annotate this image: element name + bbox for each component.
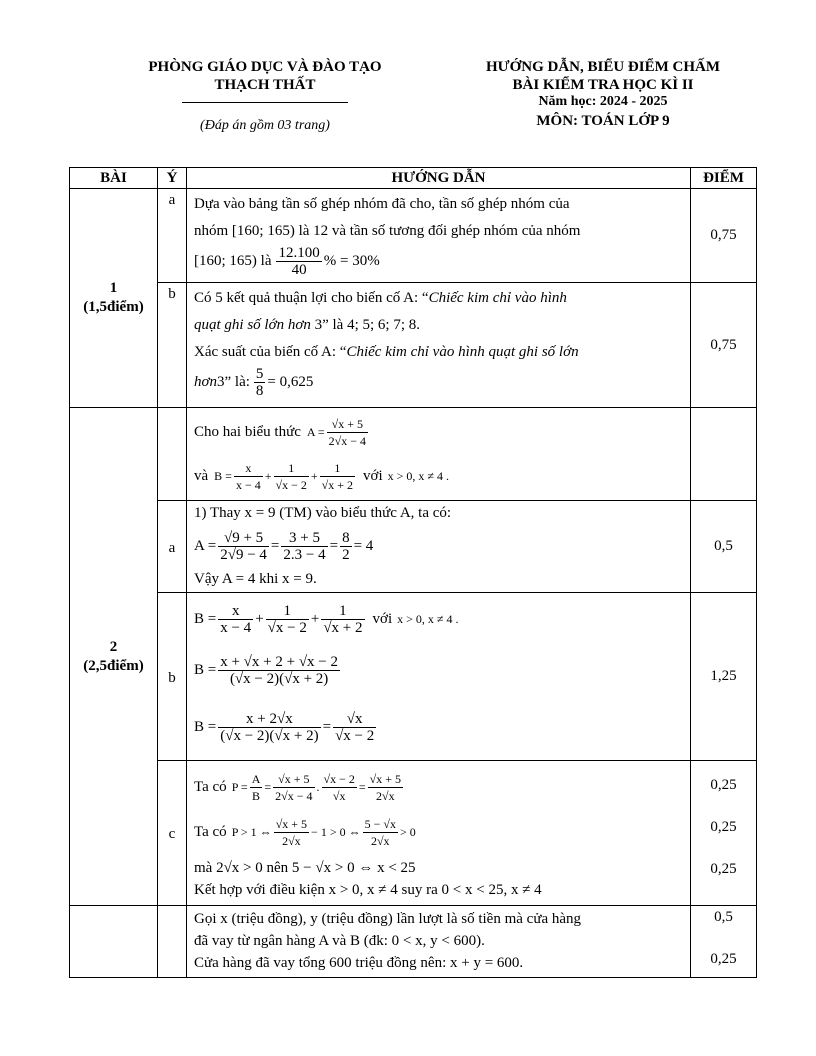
q1b-line1-pre: Có 5 kết quả thuận lợi cho biến cố A: “	[194, 290, 429, 306]
q2b-line1: B = $\frac{x}{x - 4}$ + $\frac{1}{√x - 2}$ + $\frac{1}{√x + 2}$ với x > 0, x ≠ 4 .	[194, 602, 459, 636]
q1a-line2: nhóm [160; 165) là 12 và tần số tương đối ghép nhóm của nhóm	[194, 223, 581, 239]
q2b-l1-t3	[321, 603, 364, 636]
q2c-l2-pre: Ta có	[194, 824, 227, 840]
q2c-l1-f4-num: √x + 5	[369, 771, 401, 786]
q2b-l2-lhs: B =	[194, 662, 217, 678]
q2a-f1	[218, 530, 269, 563]
q2b-l1-t3-den: √x + 2	[323, 619, 363, 636]
q2c-l1-f1-num: A	[251, 771, 261, 786]
q2c-l2-f1	[274, 816, 309, 849]
q2a-f3-den: 2	[342, 546, 350, 563]
col-points: ĐIỂM	[691, 168, 757, 189]
table-header	[70, 168, 757, 189]
q2-intro-b-t2-den: √x − 2	[275, 477, 307, 492]
q2c-l2-cond: P > 1 ⇔	[231, 825, 272, 839]
col-y: Ý	[158, 168, 187, 189]
q2c-line4: Kết hợp với điều kiện x > 0, x ≠ 4 suy ra 0 < x < 25, x ≠ 4	[194, 882, 542, 898]
q1a-line3	[194, 245, 684, 278]
q2-number: 2	[109, 638, 118, 655]
q2c-l1-f2-num: √x + 5	[273, 771, 314, 788]
q2-intro-b-t3-num: 1	[320, 460, 355, 477]
subject: MÔN: TOÁN LỚP 9	[536, 113, 670, 129]
q2b-l3-den: (√x − 2)(√x + 2)	[220, 727, 319, 744]
q2-intro-b-t2	[274, 460, 309, 493]
q3-guide	[187, 906, 691, 978]
q2b-l2-frac	[218, 654, 340, 687]
q2c-line3: mà 2√x > 0 nên 5 − √x > 0 ⇔ x < 25	[194, 860, 416, 876]
q2b-l3-num: x + 2√x	[218, 711, 320, 728]
q2a-y: a	[158, 501, 187, 593]
q2-intro-cond: x > 0, x ≠ 4 .	[387, 468, 449, 483]
q1b-line4-it: hơn	[194, 374, 218, 390]
q2c-l1-f2	[273, 771, 314, 804]
q1b-line2-it: quạt ghi số lớn hơn	[194, 317, 311, 333]
q1a-line1: Dựa vào bảng tần số ghép nhóm đã cho, tần số ghép nhóm của	[194, 196, 570, 212]
q2-intro-score	[691, 408, 757, 501]
q2c-l1-f4	[368, 771, 403, 804]
page-count-note: (Đáp án gồm 03 trang)	[200, 118, 330, 133]
q2b-line3: B = $\frac{x + 2√x}{(√x - 2)(√x + 2)}$ = $\frac{√x}{√x - 2}$	[194, 710, 375, 744]
q2c-l1-f1-den: B	[252, 788, 261, 803]
q2b-l1-t1-num: x	[218, 603, 253, 620]
q1a-line3-pre: [160; 165) là	[194, 253, 272, 269]
table-row	[70, 593, 757, 761]
q1b-frac-den: 8	[255, 383, 264, 399]
q2-intro-text1: Cho hai biểu thức	[194, 423, 301, 440]
q1a-frac-den: 40	[291, 262, 307, 278]
q1a-frac-num: 12.100	[278, 245, 320, 261]
q2b-y: b	[158, 593, 187, 761]
q2-intro-line1	[194, 410, 684, 454]
table-row	[70, 501, 757, 593]
q2b-l1-cond-word: với	[372, 611, 393, 627]
q3-scores	[691, 906, 757, 978]
q2b-l3-lhs: B =	[194, 719, 217, 735]
q3-y	[158, 906, 187, 978]
q2b-l2-den: (√x − 2)(√x + 2)	[229, 670, 329, 687]
q2a-f2-den: 2.3 − 4	[283, 546, 326, 563]
q2b-l1-cond: x > 0, x ≠ 4 .	[397, 612, 459, 626]
table-row	[70, 283, 757, 408]
q1-points: (1,5điểm)	[83, 299, 144, 315]
q1b-line3	[194, 339, 684, 366]
q2c-line1: Ta có P = $\frac{A}{B}$ = $\frac{√x + 5}{2√x - 4}$ . $\frac{√x - 2}{√x}$ = $\frac{√x + 5}{2√x}$	[194, 771, 401, 803]
q2c-line2	[194, 809, 684, 855]
q2c-l1-f4-den: 2√x	[376, 788, 395, 803]
q2b-l1-t2	[266, 603, 309, 636]
q2b-guide	[187, 593, 691, 761]
table-row	[70, 761, 757, 906]
q2b-l3-r-num: √x	[333, 711, 376, 728]
q2-intro-cond-word: với	[363, 467, 383, 484]
q2c-l1-f3-num: √x − 2	[323, 771, 355, 786]
q2-points: (2,5điểm)	[83, 657, 144, 674]
header-right	[440, 58, 766, 130]
col-bai: BÀI	[70, 168, 158, 189]
q1a-guide	[187, 189, 691, 283]
q2a-line3: Vậy A = 4 khi x = 9.	[194, 571, 317, 587]
q2a-score: 0,5	[691, 501, 757, 593]
q2c-l2-end: > 0	[399, 825, 416, 839]
q2c-scores	[691, 761, 757, 906]
q2a-line1: 1) Thay x = 9 (TM) vào biểu thức A, ta có:	[194, 505, 452, 521]
q1b-line3-pre: Xác suất của biến cố A: “	[194, 344, 347, 360]
q2c-l1-lhs: P =	[231, 780, 248, 794]
q2a-f1-num: √9 + 5	[218, 530, 269, 547]
q2b-l3-frac	[218, 711, 320, 744]
q2b-l1-t1-den: x − 4	[220, 619, 252, 636]
q1-label	[70, 189, 158, 408]
q2b-l1-t2-den: √x − 2	[267, 619, 307, 636]
q2-intro-b-t3-den: √x + 2	[321, 477, 354, 492]
q2b-l1-t1	[218, 603, 253, 636]
q1b-result: = 0,625	[267, 374, 314, 390]
col-guide: HƯỚNG DẪN	[187, 168, 691, 189]
q1b-guide	[187, 283, 691, 408]
q3-line3: Cửa hàng đã vay tổng 600 triệu đồng nên: x + y = 600.	[194, 955, 524, 971]
q1b-line4-post: 3” là:	[217, 374, 250, 390]
q2c-l2-f2-num: 5 − √x	[364, 816, 396, 831]
q2a-eq-lhs: A =	[194, 538, 217, 554]
q2-intro-y	[158, 408, 187, 501]
q1b-line3-it: Chiếc kim chỉ vào hình quạt ghi số lớn	[346, 344, 579, 360]
table-row	[70, 906, 757, 978]
q2c-l1-f2-den: 2√x − 4	[275, 788, 313, 803]
q2a-guide	[187, 501, 691, 593]
q2c-l1-f3-den: √x	[332, 788, 346, 803]
school-year: Năm học: 2024 - 2025	[538, 94, 668, 109]
department-name: PHÒNG GIÁO DỤC VÀ ĐÀO TẠO	[148, 59, 382, 75]
q2-intro-a-lhs: A =	[306, 424, 325, 439]
q2-intro-b-t2-num: 1	[274, 460, 309, 477]
q2-intro-a-num: √x + 5	[327, 416, 368, 433]
q2c-score1: 0,25	[710, 777, 737, 793]
q1b-line2-post: 3” là 4; 5; 6; 7; 8.	[310, 317, 421, 333]
q2c-l1-pre: Ta có	[194, 779, 227, 795]
q2-intro-b-lhs: B =	[214, 468, 232, 483]
q2-intro-line2: và B = $\frac{x}{x - 4}$ + $\frac{1}{√x - 2}$ + $\frac{1}{√x + 2}$ với x > 0, x ≠ 4 .	[194, 460, 449, 492]
q2-intro-b-t3	[320, 460, 355, 493]
q2b-l1-t3-num: 1	[321, 603, 364, 620]
q2-intro-b-t1-den: x − 4	[235, 477, 261, 492]
q2c-l1-f1	[250, 771, 263, 804]
table-row	[70, 408, 757, 501]
q2-intro-a-den: 2√x − 4	[328, 433, 367, 448]
q2a-f2	[281, 530, 327, 563]
q1b-fraction	[254, 366, 266, 399]
q1-number: 1	[109, 280, 118, 296]
q2a-f3-num: 8	[342, 529, 350, 546]
q2b-score: 1,25	[691, 593, 757, 761]
q2c-l2-mid: − 1 > 0 ⇔	[311, 825, 361, 839]
q2-label	[70, 408, 158, 906]
q2b-l2-num: x + √x + 2 + √x − 2	[220, 653, 339, 670]
q2-intro-a-frac	[327, 416, 368, 449]
q1b-line2	[194, 312, 684, 339]
q2c-score2: 0,25	[710, 819, 737, 835]
q1a-score: 0,75	[691, 189, 757, 283]
q3-score1: 0,5	[714, 909, 733, 925]
q2b-l1-lhs: B =	[194, 611, 217, 627]
q1b-y: b	[158, 283, 187, 408]
q2b-l1-t2-num: 1	[266, 603, 309, 620]
q2-intro-b-t1	[234, 460, 263, 493]
q1b-line1-it: Chiếc kim chỉ vào hình	[428, 290, 567, 306]
q2c-score3: 0,25	[710, 861, 737, 877]
q2c-l2-f2-den: 2√x	[370, 833, 390, 848]
q2b-line2	[194, 641, 684, 699]
q2-intro-text2: và	[194, 467, 209, 484]
q2-intro-guide	[187, 408, 691, 501]
q3-score2: 0,25	[710, 951, 737, 967]
q3-line2: đã vay từ ngân hàng A và B (đk: 0 < x, y < 600).	[194, 933, 485, 949]
q3-line1: Gọi x (triệu đồng), y (triệu đồng) lần lượt là số tiền mà cửa hàng	[194, 911, 582, 927]
q2b-l3-r-den: √x − 2	[335, 727, 375, 744]
table-row	[70, 189, 757, 283]
exam-title: BÀI KIỂM TRA HỌC KÌ II	[512, 77, 694, 93]
q1a-y: a	[158, 189, 187, 283]
q2a-eq-res: = 4	[353, 538, 374, 554]
q2c-l2-f1-den: 2√x	[282, 833, 301, 848]
q2a-f1-den: 2√9 − 4	[220, 546, 267, 563]
doc-title: HƯỚNG DẪN, BIỂU ĐIỂM CHẤM	[485, 59, 721, 75]
header-divider	[182, 102, 348, 103]
q2-intro-b-t1-num: x	[234, 460, 263, 477]
q1b-score: 0,75	[691, 283, 757, 408]
q1b-line4	[194, 366, 684, 399]
q1b-frac-num: 5	[255, 366, 264, 382]
q2a-f2-num: 3 + 5	[281, 530, 327, 547]
q2c-y: c	[158, 761, 187, 906]
answer-table	[69, 167, 757, 978]
q1a-fraction	[276, 245, 321, 278]
header-left	[110, 58, 420, 135]
q2a-equation: A = $\frac{√9 + 5}{2√9 - 4}$ = $\frac{3 + 5}{2.3 - 4}$ = $\frac{8}{2}$ = 4	[194, 529, 374, 563]
q1b-line1	[194, 285, 684, 312]
q2a-f3	[340, 530, 352, 563]
district-name: THẠCH THẤT	[214, 77, 316, 93]
q3-label	[70, 906, 158, 978]
q2c-l2-f1-num: √x + 5	[275, 816, 308, 831]
q2c-l1-f3	[322, 771, 357, 804]
q1a-line3-post: % = 30%	[323, 253, 380, 269]
q2b-l3-result	[333, 711, 376, 744]
q2c-guide	[187, 761, 691, 906]
q2c-l2-f2	[363, 816, 398, 849]
